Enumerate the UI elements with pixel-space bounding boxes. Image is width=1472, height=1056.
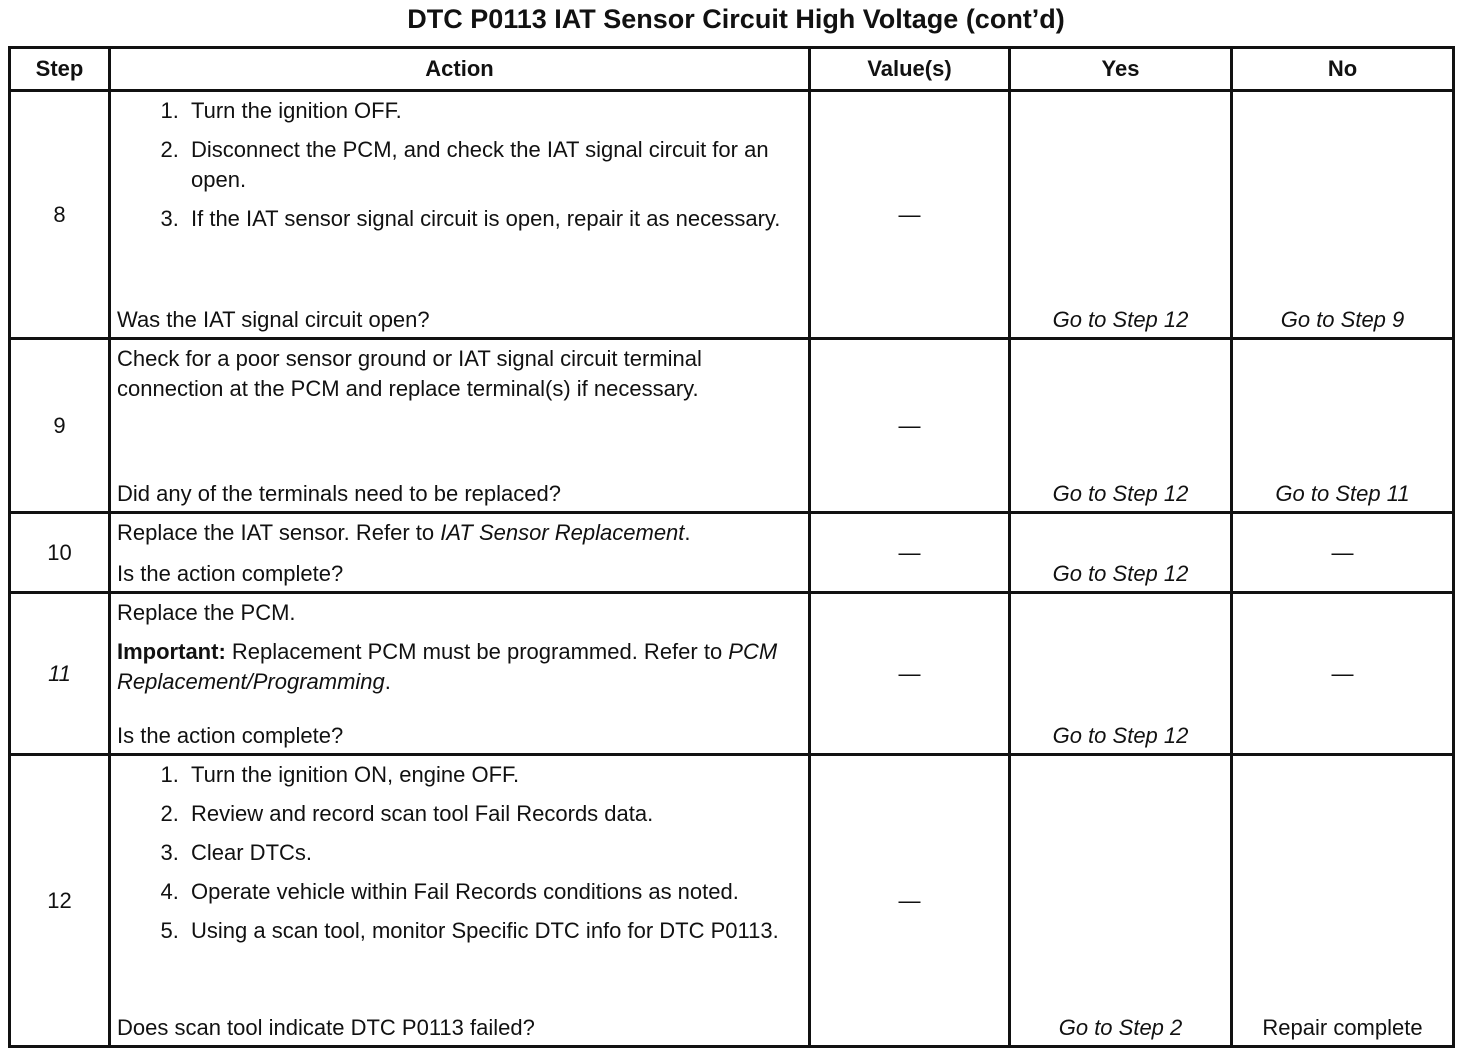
table-row-step-9 xyxy=(10,339,1454,513)
action-text: Check for a poor sensor ground or IAT signal circuit terminal connection at the PCM and replace terminal(s) if necessary. xyxy=(117,346,702,401)
action-text-prefix: Replace the IAT sensor. Refer to xyxy=(117,520,441,545)
value-cell: — xyxy=(810,755,1010,1047)
yes-cell: Go to Step 12 xyxy=(1010,339,1232,513)
action-list xyxy=(117,760,800,955)
action-question: Was the IAT signal circuit open? xyxy=(117,307,430,332)
important-label: Important: xyxy=(117,639,226,664)
action-question: Did any of the terminals need to be replaced? xyxy=(117,481,561,506)
header-yes: Yes xyxy=(1010,48,1232,91)
no-cell: Repair complete xyxy=(1232,755,1454,1047)
reference-link: IAT Sensor Replacement xyxy=(440,520,685,545)
list-item: 3. Clear DTCs. xyxy=(185,838,800,868)
action-text: Replace the PCM. xyxy=(117,600,296,625)
list-item: 1. Turn the ignition OFF. xyxy=(185,96,800,126)
action-cell xyxy=(110,91,810,339)
step-number: 10 xyxy=(10,513,110,593)
action-cell xyxy=(110,513,810,593)
value-cell: — xyxy=(810,513,1010,593)
yes-cell: Go to Step 2 xyxy=(1010,755,1232,1047)
table-row-step-11 xyxy=(10,593,1454,755)
table-row-step-12 xyxy=(10,755,1454,1047)
yes-cell: Go to Step 12 xyxy=(1010,593,1232,755)
header-values: Value(s) xyxy=(810,48,1010,91)
action-cell xyxy=(110,339,810,513)
step-number: 9 xyxy=(10,339,110,513)
table-row-step-10 xyxy=(10,513,1454,593)
step-number: 12 xyxy=(10,755,110,1047)
important-note xyxy=(117,637,800,697)
yes-cell: Go to Step 12 xyxy=(1010,513,1232,593)
action-cell xyxy=(110,755,810,1047)
list-item: 5. Using a scan tool, monitor Specific DTC info for DTC P0113. xyxy=(185,916,800,946)
no-cell: — xyxy=(1232,593,1454,755)
no-cell: Go to Step 11 xyxy=(1232,339,1454,513)
list-item: 3. If the IAT sensor signal circuit is open, repair it as necessary. xyxy=(185,204,800,234)
action-question: Is the action complete? xyxy=(117,723,344,748)
step-number: 8 xyxy=(10,91,110,339)
header-step: Step xyxy=(10,48,110,91)
no-cell: — xyxy=(1232,513,1454,593)
table-row-step-8 xyxy=(10,91,1454,339)
important-suffix: . xyxy=(384,669,391,694)
list-item: 1. Turn the ignition ON, engine OFF. xyxy=(185,760,800,790)
diagnostic-table xyxy=(8,46,1455,1048)
reference-link: PCM Replacement/Programming xyxy=(117,639,778,694)
header-action: Action xyxy=(110,48,810,91)
no-cell: Go to Step 9 xyxy=(1232,91,1454,339)
value-cell: — xyxy=(810,593,1010,755)
yes-cell: Go to Step 12 xyxy=(1010,91,1232,339)
list-item: 2. Disconnect the PCM, and check the IAT signal circuit for an open. xyxy=(185,135,800,195)
important-text: Replacement PCM must be programmed. Refer to xyxy=(225,639,729,664)
list-item: 2. Review and record scan tool Fail Records data. xyxy=(185,799,800,829)
action-question: Is the action complete? xyxy=(117,561,344,586)
list-item: 4. Operate vehicle within Fail Records conditions as noted. xyxy=(185,877,800,907)
value-cell: — xyxy=(810,91,1010,339)
action-text xyxy=(117,518,800,548)
step-number: 11 xyxy=(10,593,110,755)
header-row xyxy=(10,48,1454,91)
header-no: No xyxy=(1232,48,1454,91)
action-text-suffix: . xyxy=(684,520,691,545)
action-cell xyxy=(110,593,810,755)
action-question: Does scan tool indicate DTC P0113 failed? xyxy=(117,1015,535,1040)
action-list xyxy=(117,96,800,243)
value-cell: — xyxy=(810,339,1010,513)
page-title: DTC P0113 IAT Sensor Circuit High Voltage (cont’d) xyxy=(407,4,1065,34)
